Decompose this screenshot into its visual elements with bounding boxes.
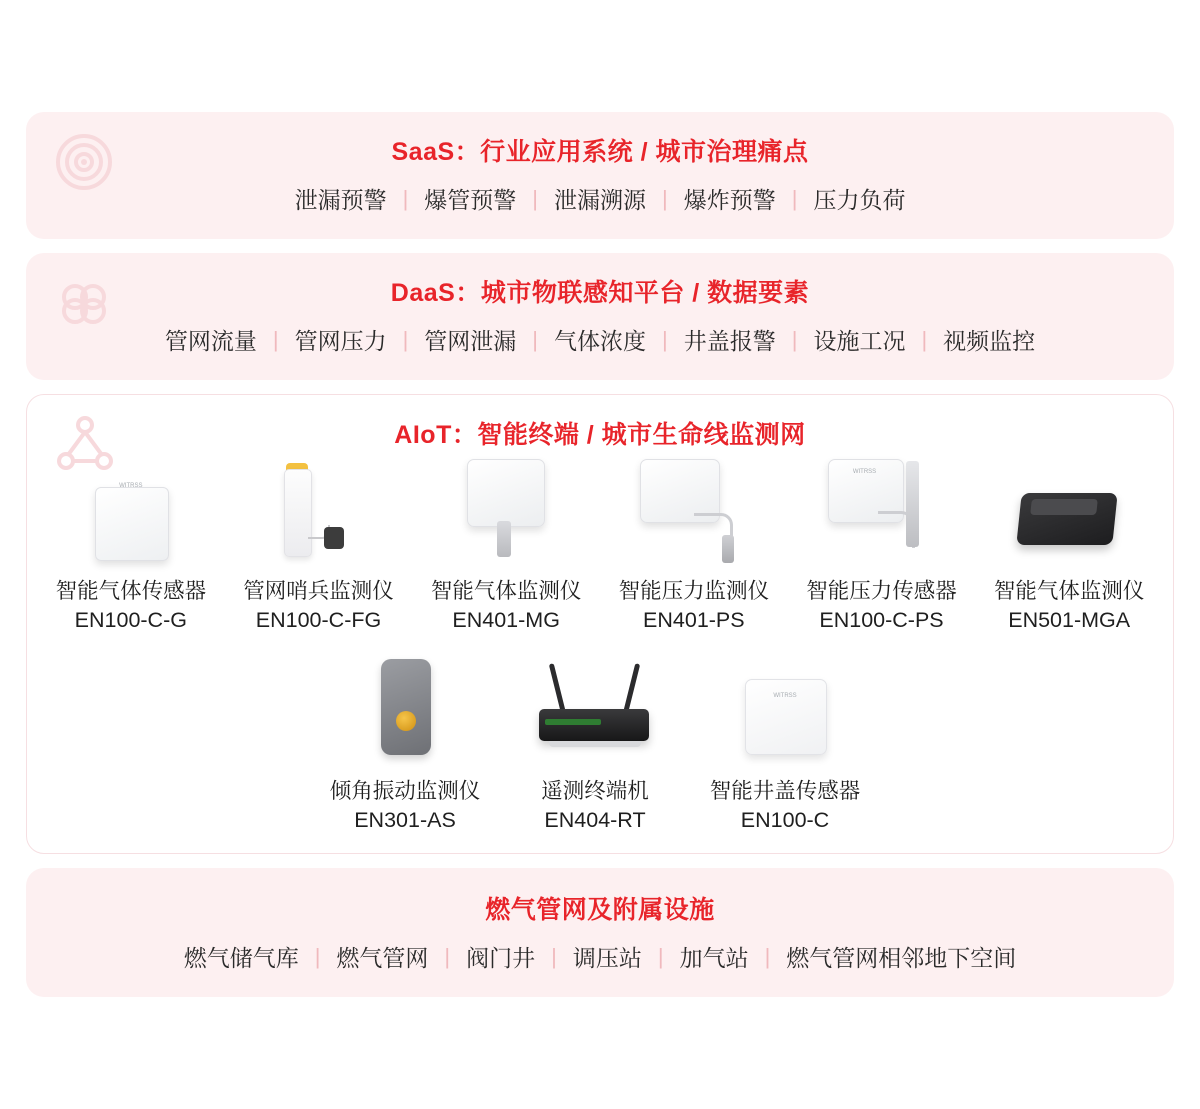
infra-item[interactable]: 阀门井 [466, 945, 536, 972]
saas-item[interactable]: 爆炸预警 [683, 187, 776, 213]
infra-item[interactable]: 燃气管网 [336, 945, 429, 972]
product-card[interactable] [225, 457, 413, 635]
daas-item[interactable]: 气体浓度 [554, 328, 646, 354]
product-model: EN301-AS [354, 808, 456, 833]
divider: | [532, 185, 538, 211]
product-card[interactable] [500, 657, 690, 835]
divider: | [657, 943, 664, 969]
layer-title-aiot [27, 395, 1173, 457]
infra-item[interactable]: 燃气储气库 [183, 945, 299, 972]
gas-monitor-device [412, 457, 600, 567]
pressure-sensor-device: WITRSS [788, 457, 976, 567]
product-name: 智能压力监测仪 [618, 579, 770, 603]
layer-items-infra [26, 932, 1174, 997]
divider: | [444, 943, 451, 969]
saas-item[interactable]: 压力负荷 [813, 187, 906, 213]
daas-item[interactable]: 井盖报警 [683, 328, 776, 354]
saas-item[interactable]: 泄漏预警 [294, 187, 387, 213]
saas-item[interactable]: 爆管预警 [424, 187, 517, 213]
divider: | [272, 326, 279, 352]
divider: | [314, 943, 321, 969]
layer-title-infra-cn: 燃气管网及附属设施 [485, 896, 715, 925]
daas-item[interactable]: 视频监控 [943, 328, 1036, 354]
tilt-vibration-monitor-device [310, 657, 500, 767]
divider: | [662, 185, 668, 211]
infra-item[interactable]: 加气站 [679, 945, 749, 972]
layer-title-saas-cn: 行业应用系统 / 城市治理痛点 [480, 138, 809, 166]
product-name: 智能井盖传感器 [709, 779, 861, 804]
divider: | [402, 185, 409, 211]
product-name: 智能压力传感器 [806, 579, 957, 603]
product-card[interactable] [37, 457, 225, 635]
layer-title-saas-en: SaaS： [391, 138, 481, 166]
layer-title-infra [26, 868, 1174, 932]
product-model: EN401-PS [643, 608, 745, 633]
layer-title-aiot-en: AIoT： [394, 421, 478, 449]
layer-title-saas [26, 112, 1174, 174]
product-card[interactable] [975, 457, 1163, 635]
product-card[interactable] [412, 457, 600, 635]
telemetry-terminal-device [500, 657, 690, 767]
product-name: 智能气体传感器 [55, 579, 207, 603]
product-name: 智能气体监测仪 [993, 579, 1145, 603]
layer-title-daas-en: DaaS： [390, 279, 481, 307]
product-name: 智能气体监测仪 [430, 579, 582, 603]
product-model: EN404-RT [544, 808, 646, 833]
product-name: 遥测终端机 [541, 779, 649, 804]
product-model: EN401-MG [452, 608, 560, 633]
product-model: EN100-C-G [74, 608, 187, 633]
product-row-2 [27, 657, 1173, 835]
divider: | [791, 185, 798, 211]
divider: | [921, 326, 928, 352]
product-card[interactable] [310, 657, 500, 835]
saas-item[interactable]: 泄漏溯源 [554, 187, 646, 213]
product-model: EN100-C-PS [819, 608, 944, 633]
manhole-cover-sensor-device: WITRSS [690, 657, 880, 767]
layer-title-aiot-cn: 智能终端 / 城市生命线监测网 [477, 421, 806, 449]
product-model: EN100-C [740, 808, 830, 833]
product-card[interactable] [788, 457, 976, 635]
layer-items-saas [26, 174, 1174, 239]
gas-monitor-black-device [975, 457, 1163, 567]
infra-item[interactable]: 调压站 [572, 945, 642, 972]
layer-items-daas [26, 315, 1174, 380]
layer-card-aiot [26, 394, 1174, 854]
product-model: EN501-MGA [1008, 608, 1131, 633]
layer-card-infra [26, 868, 1174, 997]
product-name: 管网哨兵监测仪 [243, 579, 394, 603]
product-card[interactable] [690, 657, 880, 835]
product-card[interactable] [600, 457, 788, 635]
layer-card-daas [26, 253, 1174, 380]
divider: | [402, 326, 409, 352]
divider: | [662, 326, 668, 352]
divider: | [532, 326, 538, 352]
product-row-1 [27, 457, 1173, 635]
daas-item[interactable]: 管网泄漏 [424, 328, 517, 354]
infra-item[interactable]: 燃气管网相邻地下空间 [786, 945, 1017, 972]
daas-item[interactable]: 管网流量 [164, 328, 257, 354]
layer-title-daas-cn: 城市物联感知平台 / 数据要素 [480, 279, 810, 307]
pressure-monitor-device [600, 457, 788, 567]
gas-sensor-device: WITRSS [37, 457, 225, 567]
daas-item[interactable]: 管网压力 [294, 328, 387, 354]
layer-title-daas [26, 253, 1174, 315]
layer-card-saas [26, 112, 1174, 239]
product-model: EN100-C-FG [255, 608, 382, 633]
product-name: 倾角振动监测仪 [329, 779, 481, 804]
daas-item[interactable]: 设施工况 [813, 328, 906, 354]
divider: | [764, 943, 771, 969]
divider: | [791, 326, 798, 352]
pipeline-sentinel-device [225, 457, 413, 567]
divider: | [551, 943, 557, 969]
